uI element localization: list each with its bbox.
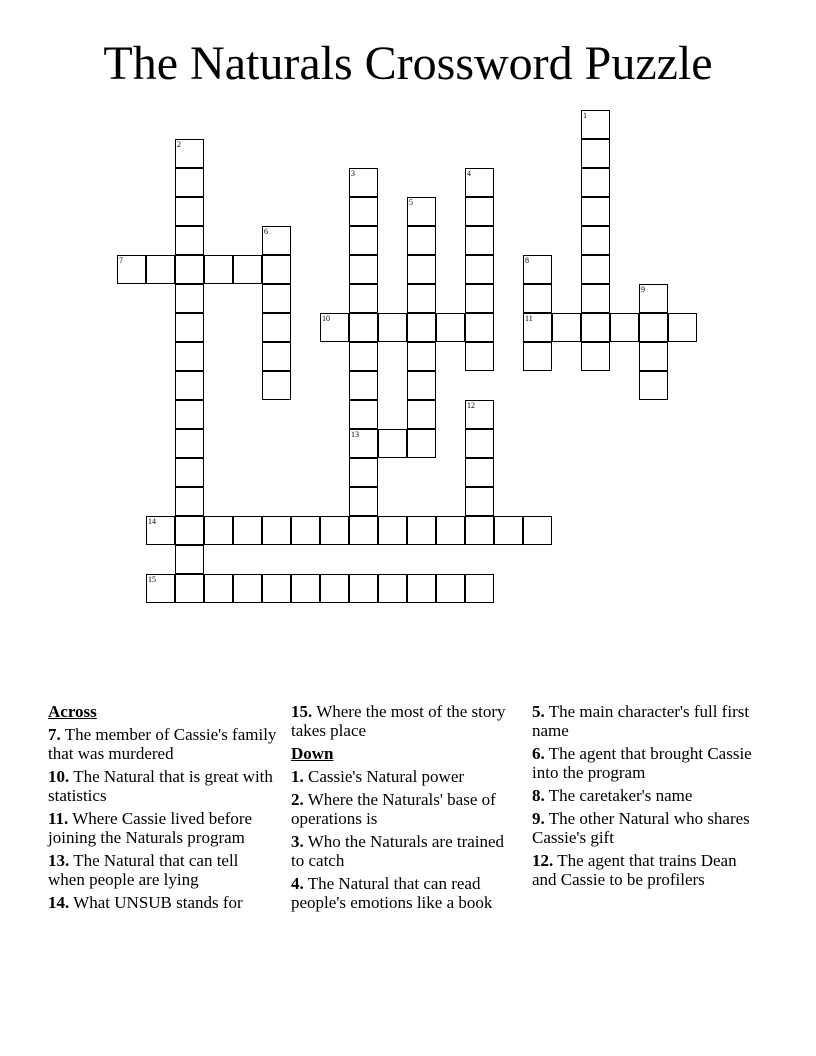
clue-number: 6. [532,744,545,763]
clue-number: 10. [48,767,70,786]
grid-cell[interactable] [407,429,436,458]
grid-cell[interactable] [175,545,204,574]
grid-cell[interactable] [291,516,320,545]
grid-cell[interactable] [378,574,407,603]
grid-cell[interactable] [175,168,204,197]
clue-down-3 [291,832,521,870]
clue-number-label: 10 [322,314,330,323]
clue-text: The member of Cassie's family that was murdered [48,725,277,763]
grid-cell[interactable] [581,226,610,255]
clue-text: Where the most of the story takes place [291,702,506,740]
grid-cell[interactable] [465,458,494,487]
clue-number-label: 4 [467,169,471,178]
grid-cell[interactable] [523,342,552,371]
grid-cell[interactable] [175,284,204,313]
grid-cell[interactable] [523,255,552,284]
grid-cell[interactable] [407,574,436,603]
clue-down-9 [532,809,762,847]
clue-text: The other Natural who shares Cassie's gift [532,809,750,847]
clue-down-6 [532,744,762,782]
grid-cell[interactable] [320,516,349,545]
across-heading: Across [48,702,97,721]
clue-number: 8. [532,786,545,805]
grid-cell[interactable] [349,487,378,516]
grid-cell[interactable] [465,313,494,342]
grid-cell[interactable] [349,168,378,197]
clue-text: The Natural that is great with statistics [48,767,273,805]
grid-cell[interactable] [175,255,204,284]
grid-cell[interactable] [262,574,291,603]
grid-cell[interactable] [349,313,378,342]
clue-number-label: 12 [467,401,475,410]
grid-cell[interactable] [349,429,378,458]
grid-cell[interactable] [581,197,610,226]
clue-text: The Natural that can tell when people are lying [48,851,239,889]
clue-number: 7. [48,725,61,744]
grid-cell[interactable] [204,574,233,603]
grid-cell[interactable] [349,255,378,284]
grid-cell[interactable] [378,516,407,545]
clue-number: 13. [48,851,70,870]
grid-cell[interactable] [639,313,668,342]
grid-cell[interactable] [349,342,378,371]
grid-cell[interactable] [465,342,494,371]
grid-cell[interactable] [581,255,610,284]
grid-cell[interactable] [639,342,668,371]
grid-cell[interactable] [349,197,378,226]
grid-cell[interactable] [175,342,204,371]
grid-cell[interactable] [407,226,436,255]
grid-cell[interactable] [581,313,610,342]
clue-number-label: 8 [525,256,529,265]
clue-number: 3. [291,832,304,851]
clue-text: The agent that trains Dean and Cassie to be profilers [532,851,737,889]
clue-number: 12. [532,851,554,870]
grid-cell[interactable] [639,371,668,400]
grid-cell[interactable] [146,516,175,545]
grid-cell[interactable] [146,255,175,284]
clue-number-label: 2 [177,140,181,149]
grid-cell[interactable] [175,487,204,516]
grid-cell[interactable] [581,110,610,139]
clue-text: Where Cassie lived before joining the Naturals program [48,809,253,847]
grid-cell[interactable] [175,429,204,458]
clue-across-14 [48,893,278,912]
clue-number: 11. [48,809,69,828]
grid-cell[interactable] [262,255,291,284]
grid-cell[interactable] [494,516,523,545]
grid-cell[interactable] [349,516,378,545]
clue-across-15 [291,702,521,740]
clue-number: 2. [291,790,304,809]
clue-number-label: 5 [409,198,413,207]
grid-cell[interactable] [349,574,378,603]
grid-cell[interactable] [465,168,494,197]
clue-number: 14. [48,893,70,912]
grid-cell[interactable] [349,371,378,400]
grid-cell[interactable] [262,342,291,371]
grid-cell[interactable] [233,516,262,545]
clue-text: The main character's full first name [532,702,750,740]
clue-across-7 [48,725,278,763]
clue-number-label: 3 [351,169,355,178]
grid-cell[interactable] [465,400,494,429]
down-heading: Down [291,744,334,763]
grid-cell[interactable] [291,574,320,603]
grid-cell[interactable] [175,197,204,226]
clue-number: 5. [532,702,545,721]
grid-cell[interactable] [233,255,262,284]
grid-cell[interactable] [378,429,407,458]
grid-cell[interactable] [204,255,233,284]
page-title: The Naturals Crossword Puzzle [103,37,713,90]
clue-text: Who the Naturals are trained to catch [291,832,505,870]
grid-cell[interactable] [465,574,494,603]
clue-number: 4. [291,874,304,893]
grid-cell[interactable] [639,284,668,313]
clue-across-10 [48,767,278,805]
grid-cell[interactable] [262,226,291,255]
grid-cell[interactable] [320,574,349,603]
grid-cell[interactable] [262,284,291,313]
grid-cell[interactable] [610,313,639,342]
grid-cell[interactable] [407,516,436,545]
grid-cell[interactable] [204,516,233,545]
grid-cell[interactable] [465,284,494,313]
grid-cell[interactable] [233,574,262,603]
grid-cell[interactable] [436,313,465,342]
clue-down-2 [291,790,521,828]
clue-column-2 [291,702,521,916]
clue-text: Cassie's Natural power [308,767,465,786]
clue-number-label: 7 [119,256,123,265]
clue-number-label: 6 [264,227,268,236]
grid-cell[interactable] [581,139,610,168]
clue-number: 1. [291,767,304,786]
grid-cell[interactable] [407,284,436,313]
grid-cell[interactable] [175,516,204,545]
grid-cell[interactable] [349,400,378,429]
grid-cell[interactable] [465,487,494,516]
grid-cell[interactable] [523,313,552,342]
clue-number-label: 13 [351,430,359,439]
grid-cell[interactable] [407,342,436,371]
grid-cell[interactable] [407,313,436,342]
grid-cell[interactable] [349,284,378,313]
grid-cell[interactable] [262,313,291,342]
grid-cell[interactable] [349,226,378,255]
clue-column-1 [48,702,278,916]
grid-cell[interactable] [407,400,436,429]
clue-down-5 [532,702,762,740]
clue-across-11 [48,809,278,847]
clue-number-label: 14 [148,517,156,526]
grid-cell[interactable] [436,574,465,603]
grid-cell[interactable] [668,313,697,342]
clue-number-label: 15 [148,575,156,584]
clue-down-12 [532,851,762,889]
clue-down-1 [291,767,521,786]
clue-across-13 [48,851,278,889]
clue-down-4 [291,874,521,912]
grid-cell[interactable] [175,574,204,603]
clue-text: The caretaker's name [548,786,693,805]
grid-cell[interactable] [581,342,610,371]
clue-down-8 [532,786,762,805]
grid-cell[interactable] [175,371,204,400]
grid-cell[interactable] [262,516,291,545]
grid-cell[interactable] [320,313,349,342]
grid-cell[interactable] [465,226,494,255]
grid-cell[interactable] [465,429,494,458]
grid-cell[interactable] [523,516,552,545]
grid-cell[interactable] [581,284,610,313]
grid-cell[interactable] [349,458,378,487]
grid-cell[interactable] [523,284,552,313]
grid-cell[interactable] [407,197,436,226]
grid-cell[interactable] [175,313,204,342]
grid-cell[interactable] [465,516,494,545]
grid-cell[interactable] [378,313,407,342]
grid-cell[interactable] [175,139,204,168]
grid-cell[interactable] [175,400,204,429]
grid-cell[interactable] [146,574,175,603]
clue-column-3 [532,702,762,893]
clue-text: The agent that brought Cassie into the program [532,744,752,782]
clue-text: Where the Naturals' base of operations is [291,790,496,828]
grid-cell[interactable] [465,255,494,284]
clue-number: 9. [532,809,545,828]
clue-number-label: 1 [583,111,587,120]
grid-cell[interactable] [407,255,436,284]
grid-cell[interactable] [117,255,146,284]
grid-cell[interactable] [407,371,436,400]
clue-number: 15. [291,702,313,721]
grid-cell[interactable] [436,516,465,545]
clue-text: The Natural that can read people's emotions like a book [291,874,493,912]
clue-number-label: 11 [525,314,533,323]
clue-text: What UNSUB stands for [73,893,243,912]
grid-cell[interactable] [581,168,610,197]
grid-cell[interactable] [552,313,581,342]
clue-number-label: 9 [641,285,645,294]
grid-cell[interactable] [175,226,204,255]
grid-cell[interactable] [262,371,291,400]
grid-cell[interactable] [465,197,494,226]
grid-cell[interactable] [175,458,204,487]
